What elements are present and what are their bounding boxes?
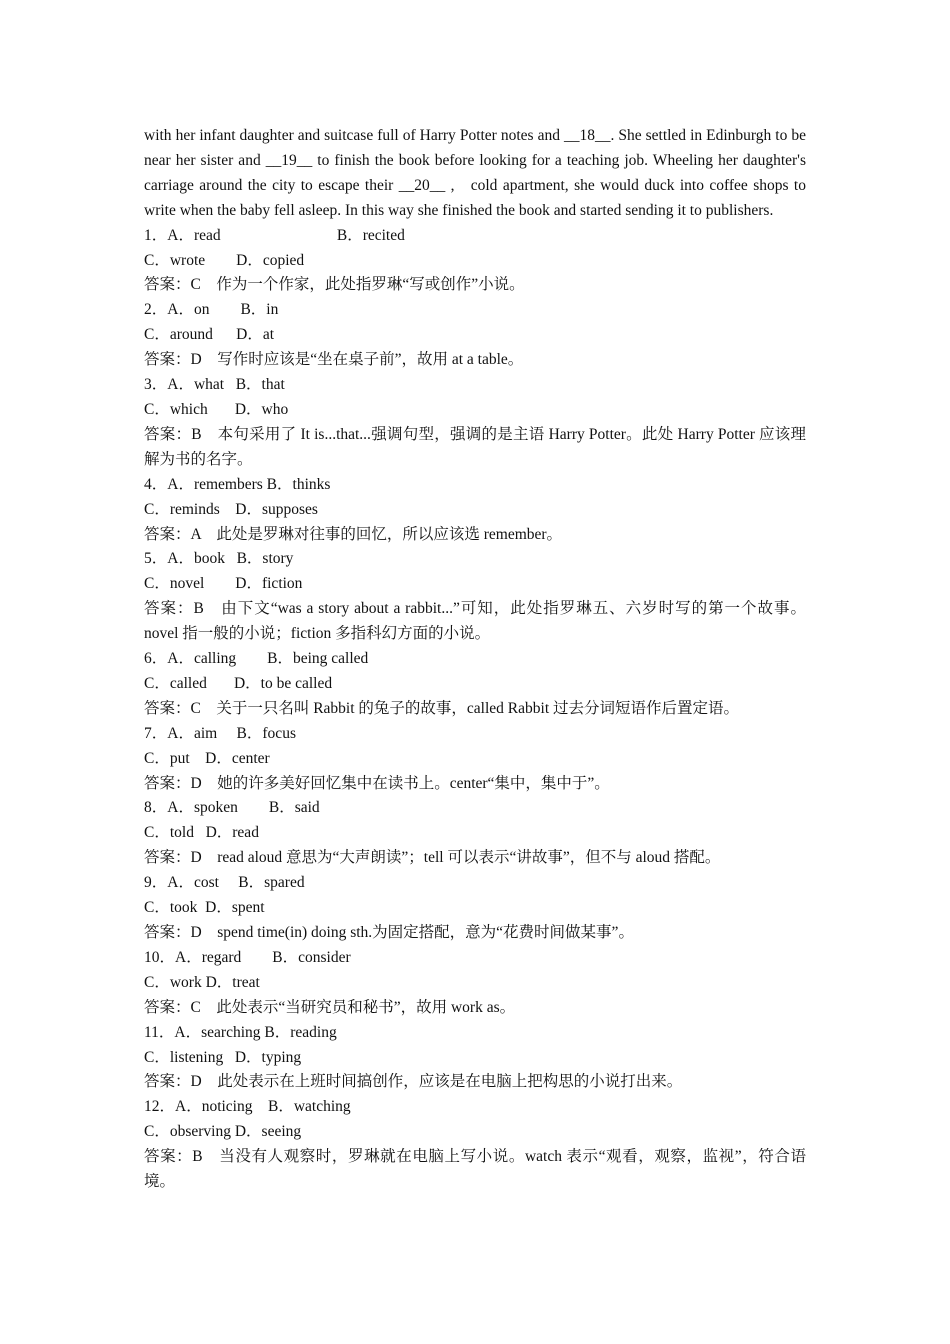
question-5 <box>144 547 806 647</box>
answer-explanation: 答案：B 由下文“was a story about a rabbit...”可知，此处指罗琳五、六岁时写的第一个故事。novel 指一般的小说；fiction 多指科幻方面的小说。 <box>144 600 806 643</box>
question-4 <box>144 473 806 548</box>
question-options-row-1: 9．A．cost B．spared <box>144 874 305 892</box>
question-8 <box>144 796 806 871</box>
question-options-row-1: 4．A．remembers B．thinks <box>144 475 331 493</box>
question-options-row-1: 3．A．what B．that <box>144 376 285 394</box>
question-options-row-2: C．told D．read <box>144 824 259 842</box>
question-1 <box>144 224 806 299</box>
question-options-row-2: C．wrote D．copied <box>144 251 305 269</box>
document-page <box>144 124 806 1195</box>
answer-explanation: 答案：A 此处是罗琳对往事的回忆，所以应该选 remember。 <box>144 525 563 543</box>
question-options-row-2: C．observing D．seeing <box>144 1123 302 1141</box>
question-options-row-1: 8．A．spoken B．said <box>144 799 320 817</box>
question-options-row-1: 12．A．noticing B．watching <box>144 1098 351 1116</box>
question-10 <box>144 946 806 1021</box>
question-3 <box>144 373 806 473</box>
question-11 <box>144 1021 806 1096</box>
question-options-row-2: C．work D．treat <box>144 973 260 991</box>
question-options-row-1: 1．A．read B．recited <box>144 226 405 244</box>
answer-explanation: 答案：D 写作时应该是“坐在桌子前”，故用 at a table。 <box>144 351 524 369</box>
question-2 <box>144 298 806 373</box>
question-9 <box>144 871 806 946</box>
answer-explanation: 答案：D read aloud 意思为“大声朗读”；tell 可以表示“讲故事”，但不与 aloud 搭配。 <box>144 849 721 867</box>
question-7 <box>144 722 806 797</box>
question-options-row-1: 6．A．calling B．being called <box>144 650 369 668</box>
question-options-row-2: C．put D．center <box>144 749 270 767</box>
question-options-row-2: C．around D．at <box>144 326 275 344</box>
question-options-row-1: 11．A．searching B．reading <box>144 1023 337 1041</box>
answer-explanation: 答案：C 作为一个作家，此处指罗琳“写或创作”小说。 <box>144 276 525 294</box>
question-options-row-2: C．listening D．typing <box>144 1048 302 1066</box>
question-options-row-1: 7．A．aim B．focus <box>144 724 296 742</box>
question-options-row-1: 2．A．on B．in <box>144 301 279 319</box>
question-6 <box>144 647 806 722</box>
passage-paragraph: with her infant daughter and suitcase full of Harry Potter notes and __18__. She settled in Edinburgh to be near her sister and __19__ to finish the book before looking for a teaching job. Wheeling her daughter's carriage around the city to escape their __20__ , cold apartment, she would duck into coffee shops to write when the baby fell asleep. In this way she finished the book and started sending it to publishers. <box>144 127 806 219</box>
answer-explanation: 答案：C 此处表示“当研究员和秘书”，故用 work as。 <box>144 998 516 1016</box>
question-options-row-2: C．took D．spent <box>144 899 265 917</box>
question-options-row-1: 5．A．book B．story <box>144 550 294 568</box>
question-options-row-1: 10．A．regard B．consider <box>144 948 351 966</box>
question-options-row-2: C．reminds D．supposes <box>144 500 318 518</box>
question-options-row-2: C．which D．who <box>144 400 289 418</box>
answer-explanation: 答案：D 此处表示在上班时间搞创作，应该是在电脑上把构思的小说打出来。 <box>144 1073 683 1091</box>
question-options-row-2: C．novel D．fiction <box>144 575 303 593</box>
answer-explanation: 答案：D spend time(in) doing sth.为固定搭配，意为“花费时间做某事”。 <box>144 924 634 941</box>
answer-explanation: 答案：D 她的许多美好回忆集中在读书上。center“集中，集中于”。 <box>144 774 610 792</box>
question-options-row-2: C．called D．to be called <box>144 674 333 692</box>
answer-explanation: 答案：B 当没有人观察时，罗琳就在电脑上写小说。watch 表示“观看，观察，监视”，符合语境。 <box>144 1148 806 1191</box>
question-12 <box>144 1095 806 1195</box>
answer-explanation: 答案：B 本句采用了 It is...that...强调句型，强调的是主语 Harry Potter。此处 Harry Potter 应该理解为书的名字。 <box>144 425 806 468</box>
answer-explanation: 答案：C 关于一只名叫 Rabbit 的兔子的故事，called Rabbit 过去分词短语作后置定语。 <box>144 699 740 717</box>
